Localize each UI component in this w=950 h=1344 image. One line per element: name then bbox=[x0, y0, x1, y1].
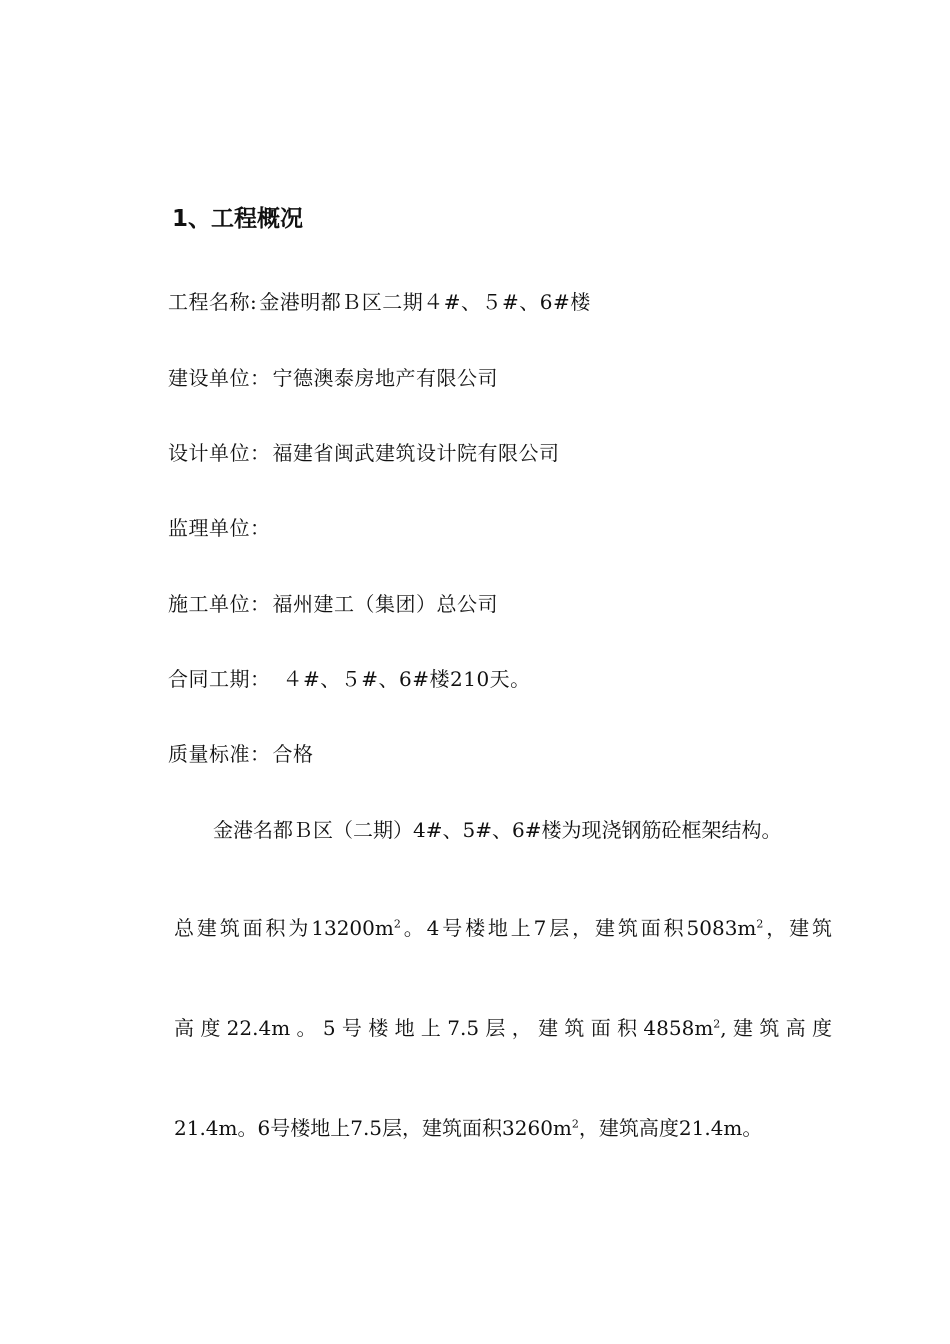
superscript: 2 bbox=[713, 1017, 721, 1031]
field-contractor bbox=[168, 588, 498, 617]
field-label: 设计单位： bbox=[168, 441, 271, 465]
field-label: 施工单位： bbox=[168, 592, 271, 616]
text-run: 21.4m。6号楼地上7.5层，建筑面积3260m bbox=[174, 1116, 572, 1140]
field-value: 宁德澳泰房地产有限公司 bbox=[272, 366, 498, 390]
field-value: ４#、５#、6#楼210天。 bbox=[282, 667, 531, 691]
field-project-name bbox=[168, 286, 591, 315]
paragraph-line-4 bbox=[174, 1112, 762, 1141]
text-run: ，建筑 bbox=[763, 916, 833, 940]
field-contract-period bbox=[168, 663, 531, 692]
text-run: ，建筑高度21.4m。 bbox=[578, 1116, 763, 1140]
text-run: 总建筑面积为13200m bbox=[174, 916, 394, 940]
paragraph-line-1: 金港名都Ｂ区（二期）4#、5#、6#楼为现浇钢筋砼框架结构。 bbox=[213, 818, 782, 842]
field-label: 质量标准： bbox=[168, 742, 271, 766]
paragraph-line-2 bbox=[174, 912, 832, 941]
field-label: 监理单位： bbox=[168, 516, 271, 540]
section-heading: 1、工程概况 bbox=[172, 206, 304, 232]
field-label: 建设单位： bbox=[168, 366, 271, 390]
field-value: 福建省闽武建筑设计院有限公司 bbox=[272, 441, 560, 465]
field-value: 合格 bbox=[272, 742, 314, 766]
field-designer bbox=[168, 437, 560, 466]
field-supervisor bbox=[168, 512, 273, 541]
field-label: 工程名称: bbox=[168, 290, 258, 314]
text-run: 。4号楼地上7层，建筑面积5083m bbox=[400, 916, 757, 940]
paragraph-line-3 bbox=[174, 1012, 832, 1041]
field-developer bbox=[168, 362, 498, 391]
text-run: 高度22.4m。5号楼地上7.5层，建筑面积4858m bbox=[174, 1016, 714, 1040]
field-quality-standard bbox=[168, 738, 314, 767]
field-value: 福州建工（集团）总公司 bbox=[272, 592, 498, 616]
field-value: 金港明都Ｂ区二期４#、５#、6#楼 bbox=[259, 290, 591, 314]
superscript: 2 bbox=[571, 1117, 579, 1131]
text-run: ,建筑高度 bbox=[720, 1016, 833, 1040]
field-label: 合同工期： bbox=[168, 667, 271, 691]
superscript: 2 bbox=[756, 917, 764, 931]
superscript: 2 bbox=[393, 917, 401, 931]
